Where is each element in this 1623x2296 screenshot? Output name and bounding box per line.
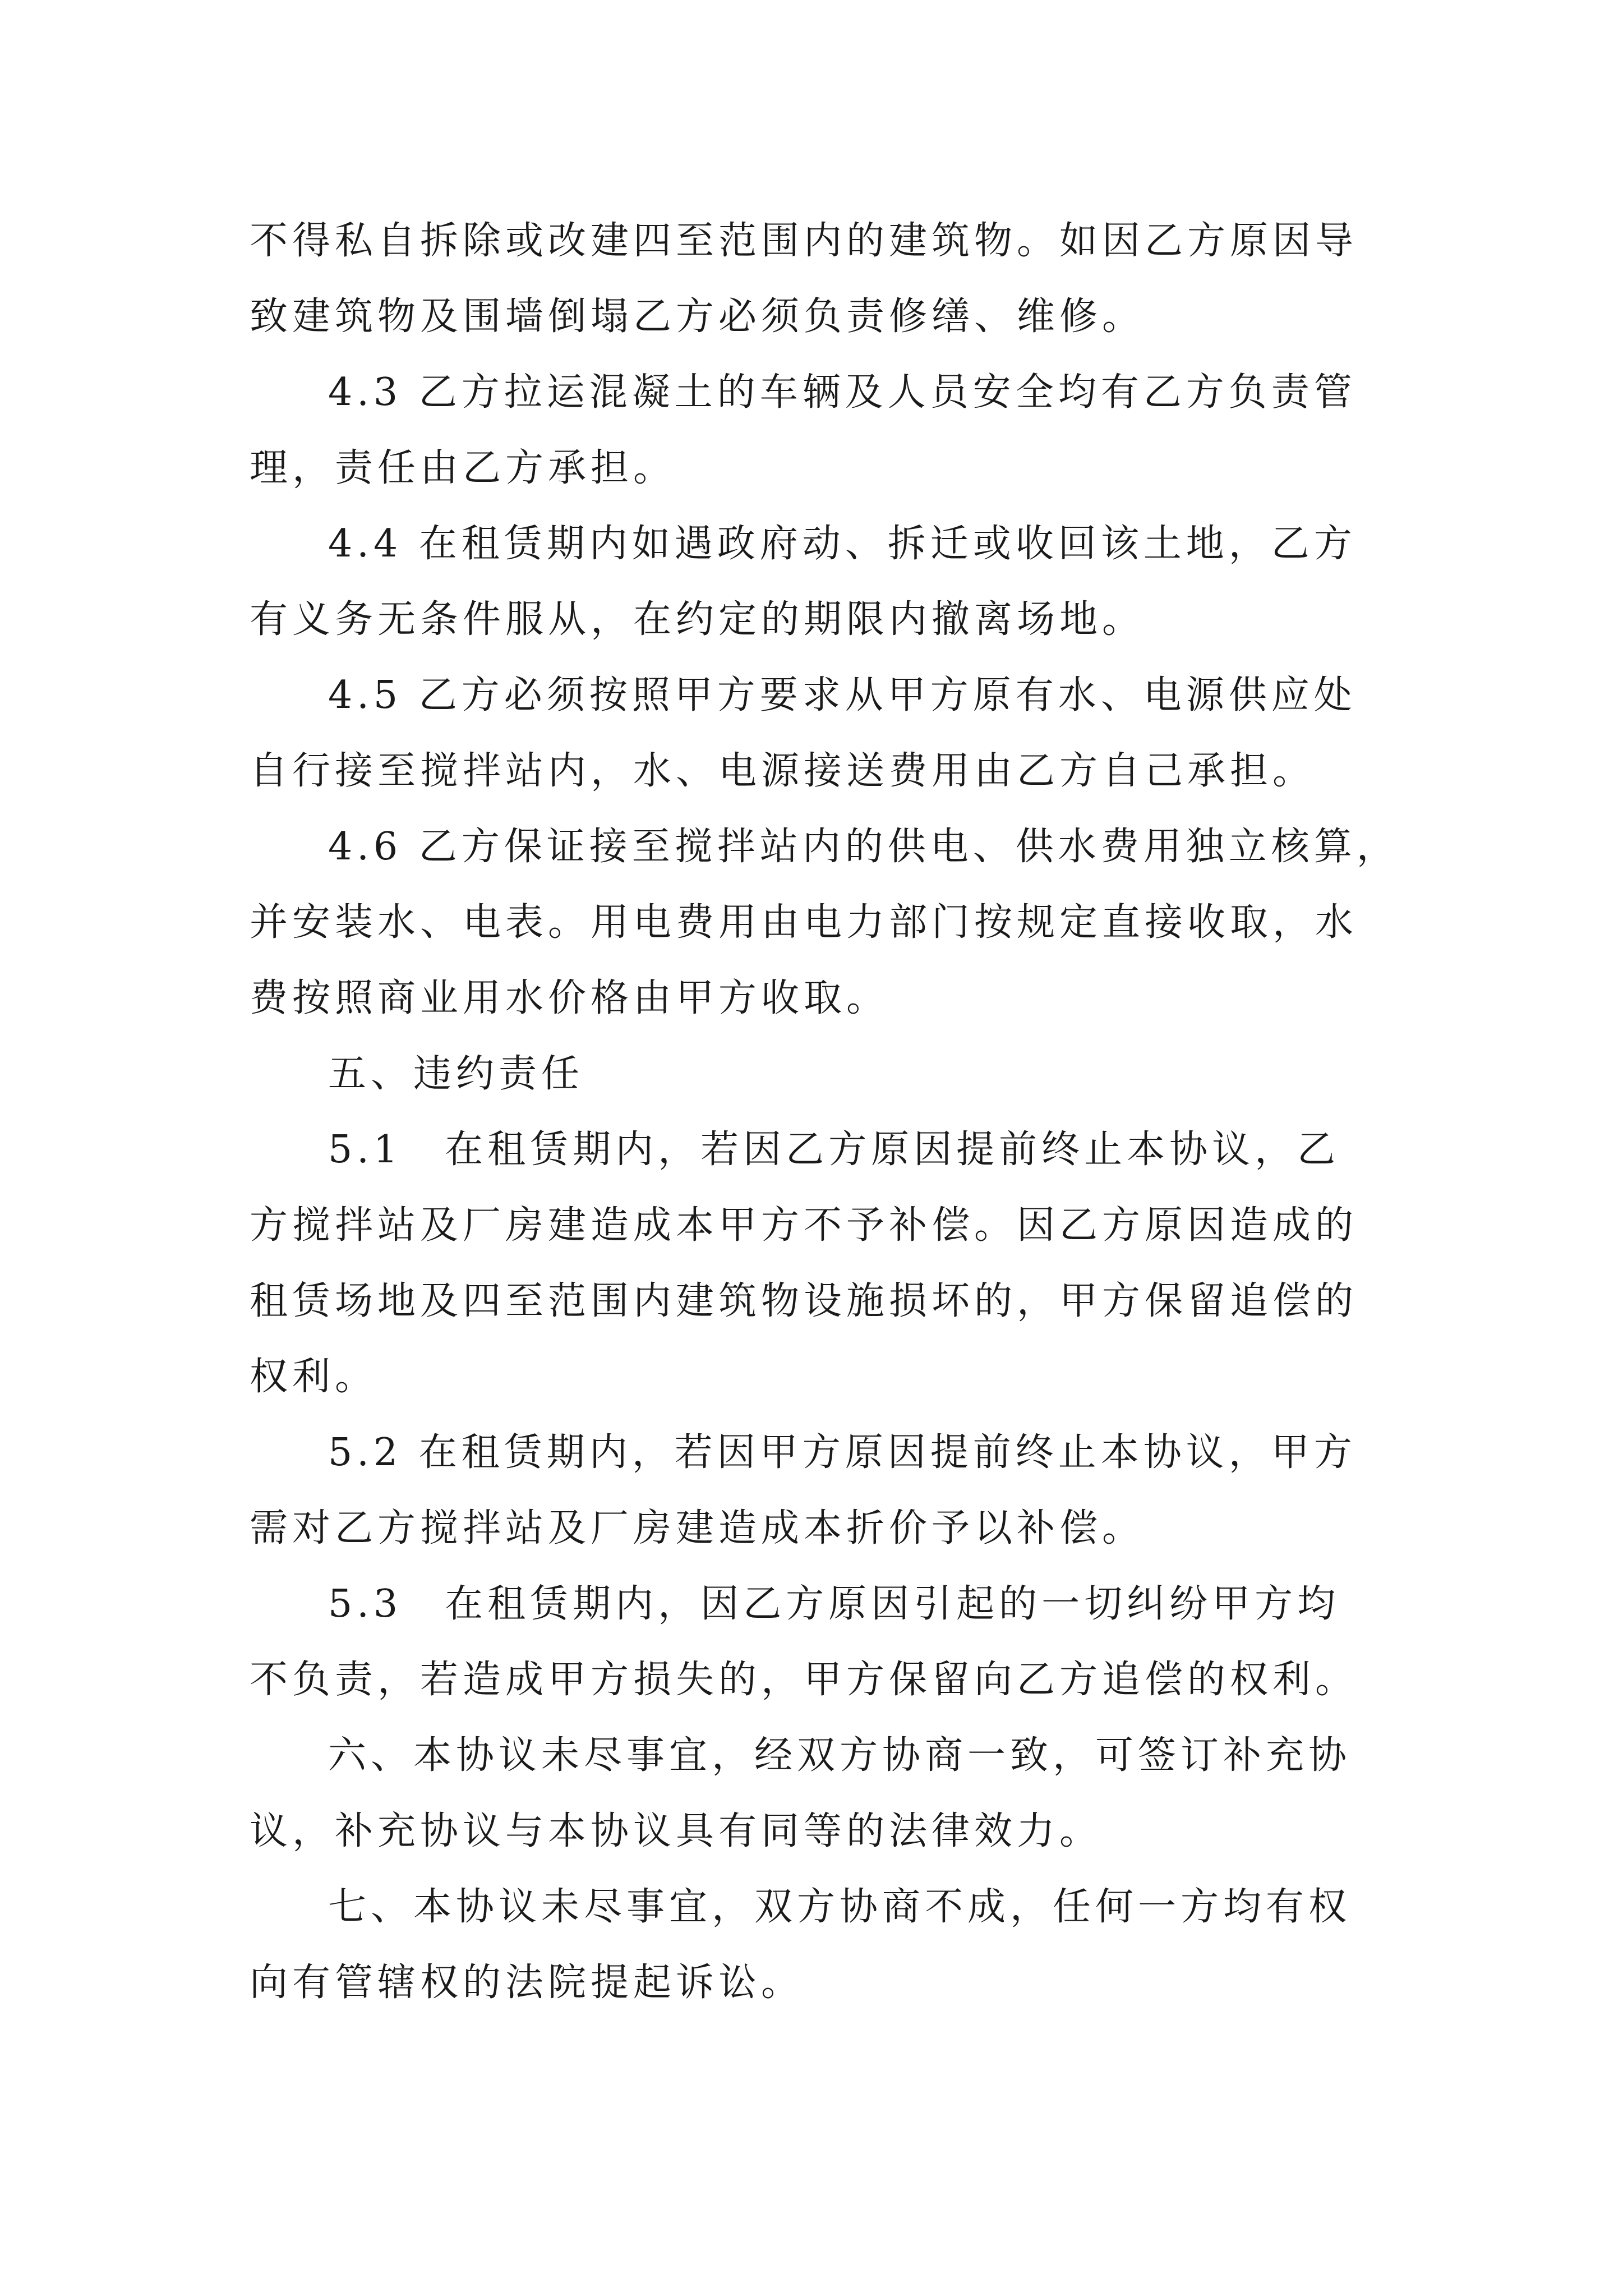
section-heading: 五、违约责任 <box>328 1052 584 1096</box>
text-line: 租赁场地及四至范围内建筑物设施损坏的，甲方保留追偿的 <box>250 1279 1358 1323</box>
text-line: 4.6 乙方保证接至搅拌站内的供电、供水费用独立核算， <box>328 825 1399 869</box>
text-line: 4.4 在租赁期内如遇政府动、拆迁或收回该土地，乙方 <box>328 522 1357 566</box>
text-line: 议，补充协议与本协议具有同等的法律效力。 <box>250 1809 1103 1853</box>
text-line: 费按照商业用水价格由甲方收取。 <box>250 976 889 1020</box>
text-line: 有义务无条件服从，在约定的期限内撤离场地。 <box>250 597 1145 642</box>
text-line: 自行接至搅拌站内，水、电源接送费用由乙方自己承担。 <box>250 749 1316 793</box>
text-line: 理，责任由乙方承担。 <box>250 446 676 490</box>
text-line: 权利。 <box>250 1355 378 1399</box>
text-line: 向有管辖权的法院提起诉讼。 <box>250 1961 804 2005</box>
text-line: 5.2 在租赁期内，若因甲方原因提前终止本协议，甲方 <box>328 1430 1357 1475</box>
text-line: 不负责，若造成甲方损失的，甲方保留向乙方追偿的权利。 <box>250 1658 1358 1702</box>
text-line: 不得私自拆除或改建四至范围内的建筑物。如因乙方原因导 <box>250 219 1358 263</box>
text-line: 七、本协议未尽事宜，双方协商不成，任何一方均有权 <box>328 1885 1352 1929</box>
text-line: 并安装水、电表。用电费用由电力部门按规定直接收取，水 <box>250 900 1358 945</box>
text-line: 致建筑物及围墙倒塌乙方必须负责修缮、维修。 <box>250 295 1145 339</box>
text-line: 需对乙方搅拌站及厂房建造成本折价予以补偿。 <box>250 1506 1145 1550</box>
text-line: 六、本协议未尽事宜，经双方协商一致，可签订补充协 <box>328 1733 1352 1778</box>
text-line: 5.1 在租赁期内，若因乙方原因提前终止本协议，乙 <box>328 1128 1340 1172</box>
text-line: 方搅拌站及厂房建造成本甲方不予补偿。因乙方原因造成的 <box>250 1203 1358 1248</box>
text-line: 4.3 乙方拉运混凝土的车辆及人员安全均有乙方负责管 <box>328 370 1357 415</box>
text-line: 5.3 在租赁期内，因乙方原因引起的一切纠纷甲方均 <box>328 1582 1340 1626</box>
text-line: 4.5 乙方必须按照甲方要求从甲方原有水、电源供应处 <box>328 673 1357 717</box>
